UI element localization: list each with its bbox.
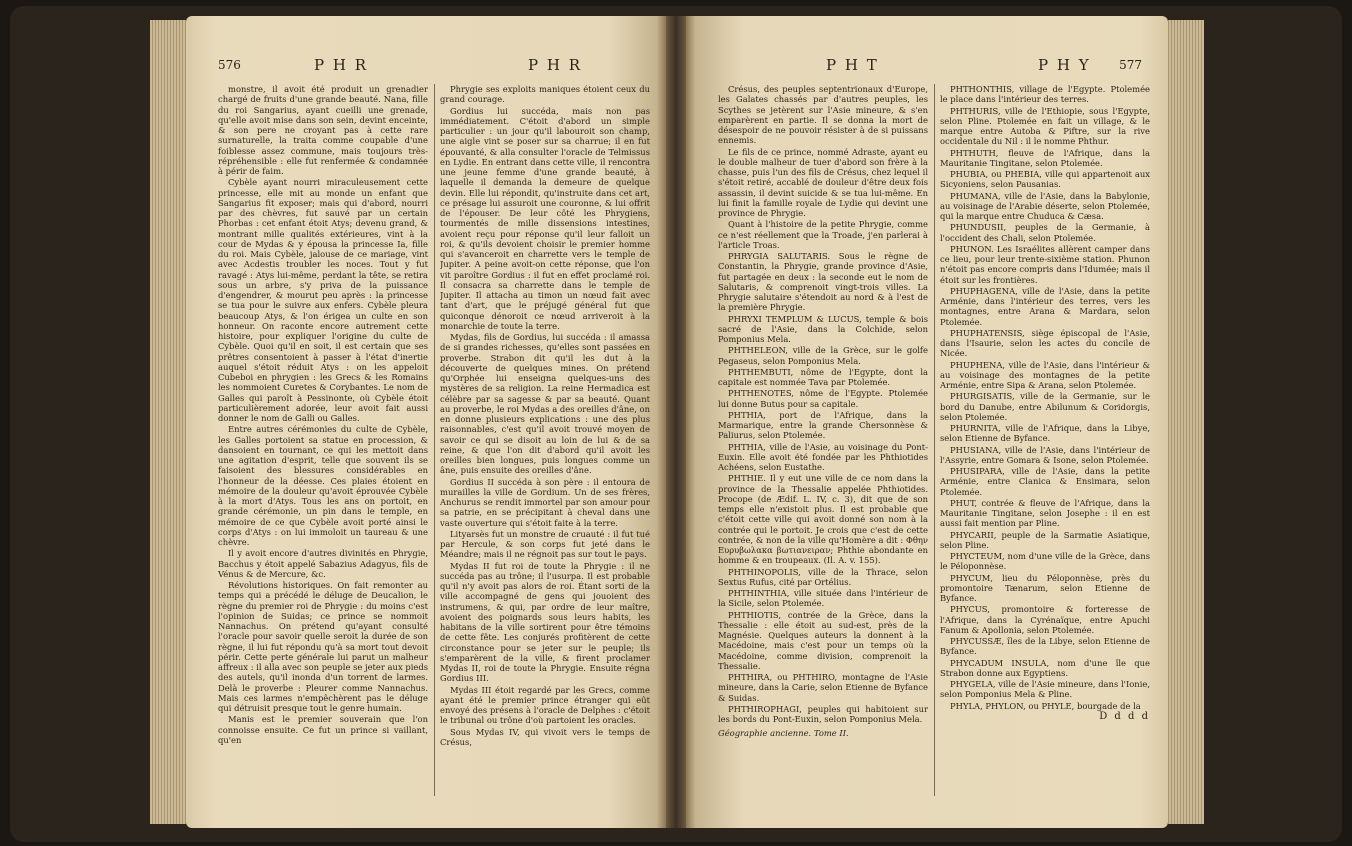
- text-paragraph: PHTHEMBUTI, nôme de l'Egypte, dont la capitale est nommée Tava par Ptolemée.: [718, 366, 928, 387]
- text-paragraph: PHYCTEUM, nom d'une ville de la Grèce, dans le Péloponnèse.: [940, 551, 1150, 572]
- text-paragraph: PHYGELA, ville de l'Asie mineure, dans l'Ionie, selon Pomponius Mela & Pline.: [940, 679, 1150, 700]
- text-paragraph: Gordius lui succéda, mais non pas immédiatement. C'étoit d'abord un simple particulier : un jour qu'il labouroit son champ, une aigle vint se poser sur sa charrue; il en fut épouvanté, & alla consulter l'oracle de Telmissus en Lydie. En entrant dans cette ville, il rencontra une jeune femme d'une grande beauté, à laquelle il demanda la demeure de quelque devin. Elle lui répondit, qu'instruite dans cet art, ce présage lui assuroit une couronne, & lui offrit de l'épouser. De leur côté les Phrygiens, tourmentés de mille dissensions intestines, avoient reçu pour réponse qu'il leur falloit un roi, & qu'ils devoient choisir le premier homme qui s'avanceroit en charrette vers le temple de Jupiter. A peine avoit-on cette réponse, que l'on vit paroître Gordius : il fut en effet proclamé roi. Il consacra sa charrette dans le temple de Jupiter. Il attacha au timon un nœud fait avec tant d'art, que le préjugé général fut que quiconque dénoroit ce nœud arriveroit à la monarchie de toute la terre.: [440, 105, 650, 331]
- text-paragraph: Manis est le premier souverain que l'on connoisse ensuite. Ce fut un prince si vaillant, qu'en: [218, 714, 428, 745]
- right-page-header: [718, 56, 1142, 78]
- right-page-columns: [718, 84, 1150, 806]
- text-paragraph: PHYCUS, promontoire & forteresse de l'Afrique, dans la Cyrénaïque, entre Apuchi Fanum & Apollonia, selon Ptolemée.: [940, 604, 1150, 635]
- text-paragraph: Révolutions historiques. On fait remonter au temps qui a précédé le déluge de Deucalion, le règne du premier roi de Phrygie : du moins c'est l'opinion de Suidas; ce prince se nommoit Nannachus. On prétend qu'ayant consulté l'oracle pour savoir quelle seroit la durée de son règne, il lui fut répondu qu'à sa mort tout devoit périr. Cette perte générale lui parut un malheur affreux : il alla avec son peuple se jeter aux pieds des autels, qu'il inonda d'un torrent de larmes. Delà le proverbe : Pleurer comme Nannachus. Mais ces larmes n'empêchèrent pas le déluge qui détruisit presque tout le genre humain.: [218, 580, 428, 713]
- left-column-1: [218, 84, 428, 806]
- right-running-head-2: P H Y: [1038, 56, 1091, 74]
- column-divider: [434, 84, 435, 796]
- text-paragraph: Mydas II fut roi de toute la Phrygie : il ne succéda pas au trône; il l'usurpa. Il est probable qu'il n'y avoit pas alors de roi. Étant sorti de la ville accompagné de gens qui jouoient des instrumens, & qui, par ordre de leur maître, avoient des poignards sous leurs habits, les habitans de la ville sortirent pour être témoins de cette fête. Les conjurés profitèrent de cette circonstance pour se jeter sur le peuple; ils s'emparèrent de la ville, & firent proclamer Mydas II, roi de toute la Phrygie. Ensuite régna Gordius III.: [440, 560, 650, 684]
- text-paragraph: PHUPHAGENA, ville de l'Asie, dans la petite Arménie, dans l'intérieur des terres, vers les montagnes, entre Arana & Mardara, selon Ptolemée.: [940, 285, 1150, 327]
- text-paragraph: PHTHURIS, ville de l'Ethiopie, sous l'Egypte, selon Pline. Ptolemée en fait un village, & le marque entre Autoba & Piftre, sur la rive occidentale du Nil : il le nomme Phthur.: [940, 105, 1150, 147]
- right-page: [686, 16, 1168, 828]
- text-paragraph: PHURNITA, ville de l'Afrique, dans la Libye, selon Etienne de Byfance.: [940, 423, 1150, 444]
- right-column-2: [940, 84, 1150, 806]
- left-page-header: [218, 56, 640, 78]
- text-paragraph: Il y avoit encore d'autres divinités en Phrygie, Bacchus y étoit appelé Sabazius Adagyus, fils de Vénus & de Mercure, &c.: [218, 548, 428, 579]
- text-paragraph: PHTHONTHIS, village de l'Egypte. Ptolemée le place dans l'intérieur des terres.: [940, 84, 1150, 105]
- text-paragraph: PHUMANA, ville de l'Asie, dans la Babylonie, au voisinage de l'Arabie déserte, selon Ptolemée, qui la marque entre Chuduca & Cæsa.: [940, 190, 1150, 221]
- left-running-head-2: P H R: [528, 56, 583, 74]
- text-paragraph: Le fils de ce prince, nommé Adraste, ayant eu le double malheur de tuer d'abord son frère à la chasse, puis l'un des fils de Crésus, chez lequel il s'étoit retiré, accablé de douleur d'être deux fois assassin, il devint suicide & se tua lui-même. En lui finit la famille royale de Lydie qui devint une province de Phrygie.: [718, 146, 928, 218]
- text-paragraph: PHTHELEON, ville de la Grèce, sur le golfe Pegaseus, selon Pomponius Mela.: [718, 345, 928, 366]
- page-footer: Géographie ancienne. Tome II.: [718, 728, 849, 739]
- text-paragraph: PHTHUTH, fleuve de l'Afrique, dans la Mauritanie Tingitane, selon Ptolemée.: [940, 147, 1150, 168]
- text-paragraph: PHYCADUM INSULA, nom d'une île que Strabon donne aux Egyptiens.: [940, 657, 1150, 678]
- left-page-edges: [150, 20, 186, 824]
- text-paragraph: monstre, il avoit été produit un grenadier chargé de fruits d'une grande beauté. Nana, fille du roi Sangarius, ayant cueilli une grenade, qu'elle avoit mise dans son sein, devint enceinte, & son pere ne croyant pas à cette rare surnaturelle, la traita comme coupable d'une foiblesse assez commune, mais toujours très-répréhensible : elle fut renfermée & condamnée à périr de faim.: [218, 84, 428, 176]
- text-paragraph: PHYCARII, peuple de la Sarmatie Asiatique, selon Pline.: [940, 529, 1150, 550]
- text-paragraph: PHTHINTHIA, ville située dans l'intérieur de la Sicile, selon Ptolemée.: [718, 588, 928, 609]
- text-paragraph: Crésus, des peuples septentrionaux d'Europe, les Galates chassés par d'autres peuples, les Scythes se jetèrent sur l'Asie mineure, & s'en emparèrent en partie. Il se donna la mort de désespoir de ne pouvoir résister à de si puissans ennemis.: [718, 84, 928, 146]
- text-paragraph: Gordius II succéda à son père : il entoura de murailles la ville de Gordium. Un de ses frères, Anchurus se rendit immortel par son amour pour sa patrie, en se précipitant à cheval dans une vaste ouverture qui s'étoit faite à la terre.: [440, 476, 650, 528]
- text-paragraph: PHYLA, PHYLON, ou PHYLE, bourgade de la: [950, 700, 1141, 711]
- right-page-number: 577: [1119, 58, 1142, 72]
- left-page: [186, 16, 666, 828]
- column-divider: [934, 84, 935, 796]
- text-paragraph: PHTHIRA, ou PHTHIRO, montagne de l'Asie mineure, dans la Carie, selon Etienne de Byfance & Suidas.: [718, 672, 928, 703]
- text-paragraph: Lityarsès fut un monstre de cruauté : il fut tué par Hercule, & son corps fut jeté dans le Méandre; mais il ne régnoit pas sur tout le pays.: [440, 528, 650, 560]
- signature-mark: D d d d: [1099, 710, 1150, 722]
- text-paragraph: PHYCUM, lieu du Péloponnèse, près du promontoire Tænarum, selon Etienne de Byfance.: [940, 572, 1150, 603]
- text-paragraph: Quant à l'histoire de la petite Phrygie, comme ce n'est réellement que la Troade, j'en parlerai à l'article Troas.: [718, 219, 928, 250]
- text-paragraph: PHUSIPARA, ville de l'Asie, dans la petite Arménie, entre Clanica & Ensimara, selon Ptolemée.: [940, 466, 1150, 497]
- text-paragraph: PHTHENOTES, nôme de l'Egypte. Ptolemée lui donne Butus pour sa capitale.: [718, 388, 928, 409]
- text-paragraph: Entre autres cérémonies du culte de Cybèle, les Galles portoient sa statue en procession, & dansoient en tournant, ce qui les mettoit dans une agitation d'esprit, telle que souvent ils se faisoient des blessures considérables en l'honneur de la déesse. Ces plaies étoient en mémoire de la douleur qu'avoit éprouvée Cybèle à la mort d'Atys. Tous les ans on portoit, en grande cérémonie, un pin dans le temple, en mémoire de ce que Cybèle avoit porté ainsi le corps d'Atys : on lui immoloit un taureau & une chèvre.: [218, 424, 428, 547]
- text-paragraph: Cybèle ayant nourri miraculeusement cette princesse, elle mit au monde un enfant que Sangarius fit exposer; mais qui d'abord, nourri par des chèvres, fut sauvé par un certain Phorbas : cet enfant étoit Atys; devenu grand, & montrant mille qualités extérieures, vint à la cour de Mydas & y épousa la princesse Ia, fille du roi. Mais Cybèle, jalouse de ce mariage, vint avec Acdestis troubler les noces. Tout y fut ravagé : Atys lui-même, perdant la tête, se retira sous un arbre, s'y priva de la puissance d'engendrer, & mourut peu après : la princesse se tua pour le suivre aux enfers. Cybèle pleura beaucoup Atys, & l'on érigea un culte en son honneur. On raconte encore autrement cette histoire, pour expliquer l'origine du culte de Cybèle. Quoi qu'il en soit, il est certain que ses prêtres consentoient à passer à l'état d'inertie auquel s'étoit réduit Atys : on les appeloit Cubeboi en phrygien : les Grecs & les Romains les nommoient Curetes & Corybantes. Le nom de Galles qui paroît à Pessinonte, où Cybèle étoit particulièrement adorée, leur avoit fait aussi donner le nom de Galli ou Galles.: [218, 177, 428, 423]
- left-page-columns: [218, 84, 650, 806]
- text-paragraph: PHUNDUSII, peuples de la Germanie, à l'occident des Chali, selon Ptolemée.: [940, 222, 1150, 243]
- left-page-number: 576: [218, 58, 241, 72]
- text-paragraph: PHTHIROPHAGI, peuples qui habitoient sur les bords du Pont-Euxin, selon Pomponius Mela.: [718, 703, 928, 724]
- text-paragraph: Sous Mydas IV, qui vivoit vers le temps de Crésus,: [440, 726, 650, 747]
- right-page-edges: [1168, 20, 1204, 824]
- text-paragraph: PHYCUSSÆ, îles de la Libye, selon Etienne de Byfance.: [940, 636, 1150, 657]
- text-paragraph: PHUNON. Les Israélites allèrent camper dans ce lieu, pour leur trente-sixième station. Phunon n'étoit pas encore compris dans l'Idumée; mais il étoit sur les frontières.: [940, 243, 1150, 285]
- text-paragraph: PHTHIA, port de l'Afrique, dans la Marmarique, entre la grande Chersonnèse & Paliurus, selon Ptolemée.: [718, 409, 928, 441]
- text-paragraph: PHUPHATENSIS, siège épiscopal de l'Asie, dans l'Isaurie, selon les actes du concile de Nicée.: [940, 327, 1150, 359]
- text-paragraph: PHUSIANA, ville de l'Asie, dans l'intérieur de l'Assyrie, entre Gomara & Isone, selon Ptolemée.: [940, 444, 1150, 465]
- left-running-head: P H R: [314, 56, 369, 74]
- text-paragraph: PHTHINOPOLIS, ville de la Thrace, selon Sextus Rufus, cité par Ortélius.: [718, 566, 928, 587]
- right-running-head: P H T: [826, 56, 879, 74]
- text-paragraph: PHURGISATIS, ville de la Germanie, sur le bord du Danube, entre Abilunum & Coridorgis, selon Ptolemée.: [940, 391, 1150, 422]
- book-gutter: [666, 16, 686, 828]
- text-paragraph: PHTHIE. Il y eut une ville de ce nom dans la province de la Thessalie appelée Phthiotides. Procope (de Ædif. L. IV, c. 3), dit que de son temps elle n'existoit plus. Il est probable que c'étoit cette ville qui avoit donné son nom à la contrée qui le portoit. Je crois que c'est de cette contrée, & non de la ville qu'Homère a dit : Φθην Ευρυβωλακα βωτιανειραν; Phthie abondante en homme & en troupeaux. (Il. A. v. 155).: [718, 473, 928, 566]
- text-paragraph: Phrygie ses exploits maniques étoient ceux du grand courage.: [440, 84, 650, 105]
- text-paragraph: PHTHIOTIS, contrée de la Grèce, dans la Thessalie : elle étoit au sud-est, près de la Magnésie. Quelques auteurs la donnent à la Macédoine, mais c'est pour un temps où la Macédoine, comme division, comprenoit la Thessalie.: [718, 609, 928, 671]
- text-paragraph: PHUBIA, ou PHEBIA, ville qui appartenoit aux Sicyoniens, selon Pausanias.: [940, 169, 1150, 190]
- text-paragraph: PHRYGIA SALUTARIS. Sous le règne de Constantin, la Phrygie, grande province d'Asie, fut partagée en deux : la seconde eut le nom de Salutaris, & comprenoit vingt-trois villes. La Phrygie salutaire s'étendoit au nord & à l'est de la première Phrygie.: [718, 251, 928, 313]
- text-paragraph: PHUPHENA, ville de l'Asie, dans l'intérieur & au voisinage des montagnes de la petite Arménie, entre Sipa & Arana, selon Ptolemée.: [940, 359, 1150, 390]
- text-paragraph: Mydas III étoit regardé par les Grecs, comme ayant été le premier prince étranger qui eût envoyé des présens à l'oracle de Delphes : c'étoit le tribunal ou trône d'où partoient les oracles.: [440, 684, 650, 726]
- text-paragraph: Mydas, fils de Gordius, lui succéda : il amassa de si grandes richesses, qu'elles sont passées en proverbe. Strabon dit qu'il les dut à la découverte de quelques mines. On prétend qu'Orphée lui enseigna quelques-uns des mystères de sa religion. La reine Hermadica est célèbre par sa sagesse & par sa beauté. Quant au proverbe, le roi Mydas a des oreilles d'âne, on en donne plusieurs explications : une des plus raisonnables, c'est qu'il avoit trouvé moyen de savoir ce qui se disoit au loin de lui & de sa reine, & que l'on dit d'abord qu'il avoit les oreilles bien longues, puis longues comme un âne, puis ensuite des oreilles d'âne.: [440, 332, 650, 476]
- text-paragraph: PHUT, contrée & fleuve de l'Afrique, dans la Mauritanie Tingitane, selon Josephe : il en est aussi fait mention par Pline.: [940, 497, 1150, 529]
- right-column-1: [718, 84, 928, 806]
- left-column-2: [440, 84, 650, 806]
- text-paragraph: PHRYXI TEMPLUM & LUCUS, temple & bois sacré de l'Asie, dans la Colchide, selon Pomponius Mela.: [718, 313, 928, 344]
- text-paragraph: PHTHIA, ville de l'Asie, au voisinage du Pont-Euxin. Elle avoit été fondée par les Phthiotides Achéens, selon Eustathe.: [718, 441, 928, 472]
